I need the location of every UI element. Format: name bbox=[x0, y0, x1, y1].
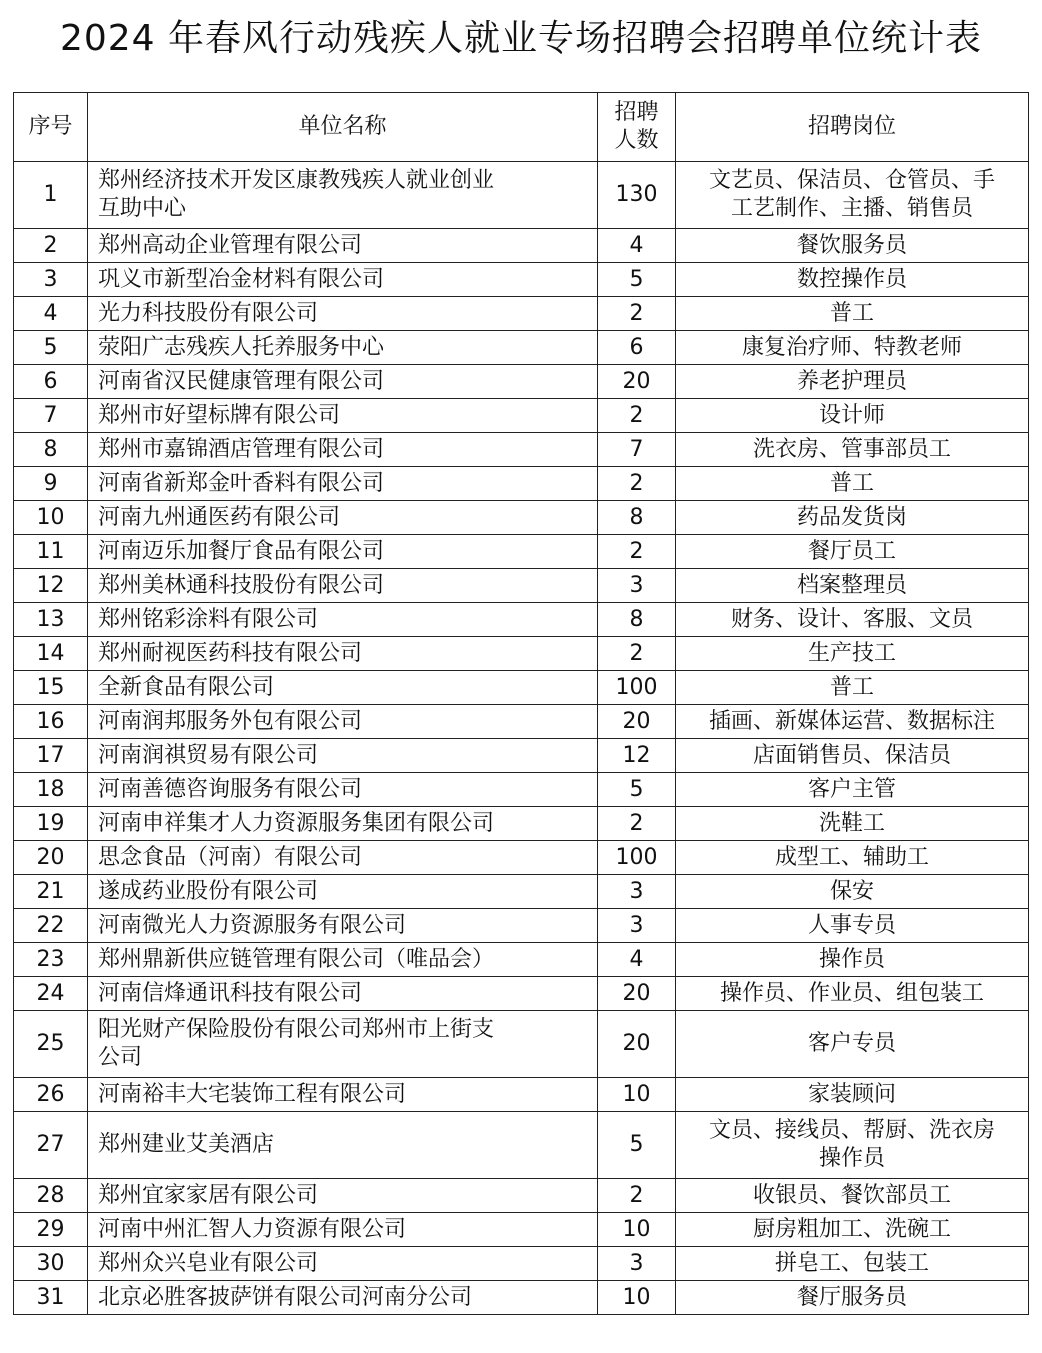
cell-unit-line2: 公司 bbox=[98, 1045, 143, 1070]
cell-positions bbox=[676, 807, 1029, 841]
cell-positions bbox=[676, 739, 1029, 773]
cell-positions-line1: 插画、新媒体运营、数据标注 bbox=[708, 708, 995, 734]
cell-count-line1: 2 bbox=[629, 470, 644, 496]
cell-count bbox=[598, 739, 676, 773]
cell-no bbox=[14, 365, 88, 399]
table-row bbox=[14, 535, 1029, 569]
cell-unit-line1: 光力科技股份有限公司 bbox=[98, 300, 319, 326]
cell-no bbox=[14, 331, 88, 365]
table-row bbox=[14, 739, 1029, 773]
cell-unit bbox=[88, 1247, 598, 1281]
cell-no bbox=[14, 705, 88, 739]
cell-unit-line1: 郑州市嘉锦酒店管理有限公司 bbox=[98, 436, 385, 462]
cell-unit-line1: 思念食品（河南）有限公司 bbox=[98, 844, 363, 870]
cell-no bbox=[14, 909, 88, 943]
cell-no-line1: 7 bbox=[43, 402, 58, 428]
cell-no-line1: 26 bbox=[36, 1081, 65, 1107]
cell-positions bbox=[676, 433, 1029, 467]
cell-positions-line1: 操作员 bbox=[818, 946, 885, 972]
cell-positions bbox=[676, 773, 1029, 807]
table-row bbox=[14, 637, 1029, 671]
cell-no bbox=[14, 807, 88, 841]
cell-no-line1: 24 bbox=[36, 980, 65, 1006]
cell-no-line1: 30 bbox=[36, 1250, 65, 1276]
cell-no bbox=[14, 263, 88, 297]
cell-unit-line1: 河南信烽通讯科技有限公司 bbox=[98, 980, 363, 1006]
table-row bbox=[14, 229, 1029, 263]
cell-unit-line1: 河南中州汇智人力资源有限公司 bbox=[98, 1216, 407, 1242]
cell-positions bbox=[676, 671, 1029, 705]
cell-count-line1: 100 bbox=[615, 674, 658, 700]
table-row bbox=[14, 1281, 1029, 1315]
cell-positions-line2: 操作员 bbox=[818, 1146, 885, 1171]
cell-unit bbox=[88, 569, 598, 603]
cell-unit bbox=[88, 909, 598, 943]
table-row bbox=[14, 1078, 1029, 1112]
cell-positions-line1: 餐厅员工 bbox=[807, 538, 896, 564]
cell-positions-line1: 文员、接线员、帮厨、洗衣房 bbox=[708, 1118, 995, 1143]
cell-count bbox=[598, 671, 676, 705]
cell-no bbox=[14, 1078, 88, 1112]
cell-unit bbox=[88, 535, 598, 569]
cell-count-line1: 10 bbox=[622, 1216, 651, 1242]
cell-unit bbox=[88, 603, 598, 637]
cell-unit bbox=[88, 705, 598, 739]
cell-no-line1: 19 bbox=[36, 810, 65, 836]
cell-positions-line1: 普工 bbox=[829, 470, 874, 496]
table-row bbox=[14, 603, 1029, 637]
cell-no-line1: 8 bbox=[43, 436, 58, 462]
cell-count bbox=[598, 1112, 676, 1179]
cell-no-line1: 5 bbox=[43, 334, 58, 360]
cell-positions-line1: 店面销售员、保洁员 bbox=[752, 742, 951, 768]
cell-positions-line1: 拼皂工、包装工 bbox=[774, 1250, 929, 1276]
cell-unit-line1: 河南润祺贸易有限公司 bbox=[98, 742, 319, 768]
header-count-line1: 招聘 bbox=[614, 100, 659, 125]
page-title: 2024 年春风行动残疾人就业专场招聘会招聘单位统计表 bbox=[59, 18, 983, 59]
cell-count-line1: 12 bbox=[622, 742, 651, 768]
cell-count bbox=[598, 1247, 676, 1281]
cell-unit-line1: 郑州众兴皂业有限公司 bbox=[98, 1250, 319, 1276]
cell-no bbox=[14, 501, 88, 535]
cell-unit-line1: 河南裕丰大宅装饰工程有限公司 bbox=[98, 1081, 407, 1107]
cell-no bbox=[14, 569, 88, 603]
cell-positions-line1: 养老护理员 bbox=[796, 368, 907, 394]
cell-unit bbox=[88, 501, 598, 535]
cell-positions bbox=[676, 162, 1029, 229]
cell-no-line1: 16 bbox=[36, 708, 65, 734]
cell-unit-line1: 河南迈乐加餐厅食品有限公司 bbox=[98, 538, 385, 564]
cell-positions-line1: 普工 bbox=[829, 674, 874, 700]
cell-no bbox=[14, 943, 88, 977]
table-body bbox=[14, 162, 1029, 1315]
cell-count-line1: 8 bbox=[629, 606, 644, 632]
cell-no bbox=[14, 1112, 88, 1179]
cell-count-line1: 5 bbox=[629, 266, 644, 292]
cell-unit bbox=[88, 1213, 598, 1247]
cell-no bbox=[14, 671, 88, 705]
cell-unit bbox=[88, 739, 598, 773]
cell-unit bbox=[88, 1179, 598, 1213]
cell-positions bbox=[676, 535, 1029, 569]
cell-count-line1: 6 bbox=[629, 334, 644, 360]
cell-unit-line1: 河南申祥集才人力资源服务集团有限公司 bbox=[98, 810, 495, 836]
cell-no-line1: 10 bbox=[36, 504, 65, 530]
cell-no bbox=[14, 739, 88, 773]
cell-unit bbox=[88, 875, 598, 909]
cell-no bbox=[14, 1247, 88, 1281]
cell-positions bbox=[676, 841, 1029, 875]
cell-positions-line1: 文艺员、保洁员、仓管员、手 bbox=[708, 168, 995, 193]
cell-count bbox=[598, 1213, 676, 1247]
cell-unit bbox=[88, 433, 598, 467]
cell-count bbox=[598, 162, 676, 229]
cell-positions bbox=[676, 943, 1029, 977]
cell-unit-line1: 河南省汉民健康管理有限公司 bbox=[98, 368, 385, 394]
cell-no-line1: 31 bbox=[36, 1284, 65, 1310]
cell-unit-line1: 河南九州通医药有限公司 bbox=[98, 504, 341, 530]
cell-unit bbox=[88, 671, 598, 705]
header-count-line2: 人数 bbox=[614, 128, 659, 153]
table-row bbox=[14, 467, 1029, 501]
table-row bbox=[14, 331, 1029, 365]
cell-no-line1: 11 bbox=[36, 538, 65, 564]
cell-unit-line1: 全新食品有限公司 bbox=[98, 674, 275, 700]
cell-no-line1: 4 bbox=[43, 300, 58, 326]
cell-count bbox=[598, 501, 676, 535]
cell-unit bbox=[88, 162, 598, 229]
cell-unit bbox=[88, 331, 598, 365]
cell-unit-line1: 郑州建业艾美酒店 bbox=[98, 1132, 275, 1157]
cell-no-line1: 1 bbox=[43, 182, 58, 207]
cell-count-line1: 2 bbox=[629, 1182, 644, 1208]
cell-unit-line1: 河南润邦服务外包有限公司 bbox=[98, 708, 363, 734]
cell-no bbox=[14, 637, 88, 671]
cell-no-line1: 20 bbox=[36, 844, 65, 870]
cell-count-line1: 20 bbox=[622, 980, 651, 1006]
cell-unit-line1: 郑州美林通科技股份有限公司 bbox=[98, 572, 385, 598]
cell-unit-line1: 河南省新郑金叶香料有限公司 bbox=[98, 470, 385, 496]
cell-count-line1: 2 bbox=[629, 538, 644, 564]
cell-unit-line1: 郑州市好望标牌有限公司 bbox=[98, 402, 341, 428]
cell-count-line1: 3 bbox=[629, 1250, 644, 1276]
cell-positions bbox=[676, 467, 1029, 501]
cell-no bbox=[14, 433, 88, 467]
cell-positions-line1: 保安 bbox=[829, 878, 874, 904]
table-row bbox=[14, 705, 1029, 739]
cell-count-line1: 4 bbox=[629, 946, 644, 972]
cell-positions-line1: 餐厅服务员 bbox=[796, 1284, 907, 1310]
cell-unit-line1: 巩义市新型冶金材料有限公司 bbox=[98, 266, 385, 292]
cell-count-line1: 20 bbox=[622, 708, 651, 734]
cell-no-line1: 13 bbox=[36, 606, 65, 632]
cell-unit bbox=[88, 1078, 598, 1112]
cell-count-line1: 3 bbox=[629, 572, 644, 598]
header-count bbox=[598, 93, 676, 162]
cell-unit bbox=[88, 943, 598, 977]
table-row bbox=[14, 943, 1029, 977]
cell-no bbox=[14, 399, 88, 433]
cell-unit-line1: 遂成药业股份有限公司 bbox=[98, 878, 319, 904]
cell-count bbox=[598, 977, 676, 1011]
table-row bbox=[14, 773, 1029, 807]
cell-no bbox=[14, 162, 88, 229]
cell-unit-line1: 荥阳广志残疾人托养服务中心 bbox=[98, 334, 385, 360]
cell-count-line1: 4 bbox=[629, 232, 644, 258]
cell-positions bbox=[676, 1213, 1029, 1247]
table-row bbox=[14, 1179, 1029, 1213]
cell-positions-line2: 工艺制作、主播、销售员 bbox=[730, 196, 973, 221]
table-row bbox=[14, 297, 1029, 331]
cell-positions bbox=[676, 399, 1029, 433]
cell-count-line1: 3 bbox=[629, 878, 644, 904]
table-row bbox=[14, 162, 1029, 229]
cell-positions bbox=[676, 263, 1029, 297]
cell-count-line1: 2 bbox=[629, 640, 644, 666]
cell-unit-line1: 郑州宜家家居有限公司 bbox=[98, 1182, 319, 1208]
cell-count bbox=[598, 331, 676, 365]
cell-positions-line1: 成型工、辅助工 bbox=[774, 844, 929, 870]
cell-count bbox=[598, 773, 676, 807]
cell-positions-line1: 普工 bbox=[829, 300, 874, 326]
header-no: 序号 bbox=[14, 93, 88, 162]
cell-no-line1: 14 bbox=[36, 640, 65, 666]
cell-no bbox=[14, 875, 88, 909]
cell-positions-line1: 人事专员 bbox=[807, 912, 896, 938]
cell-positions-line1: 客户主管 bbox=[807, 776, 896, 802]
cell-count-line1: 100 bbox=[615, 844, 658, 870]
cell-count bbox=[598, 637, 676, 671]
cell-positions bbox=[676, 1247, 1029, 1281]
cell-count-line1: 8 bbox=[629, 504, 644, 530]
cell-unit bbox=[88, 229, 598, 263]
cell-no bbox=[14, 841, 88, 875]
cell-no-line1: 21 bbox=[36, 878, 65, 904]
cell-positions bbox=[676, 603, 1029, 637]
cell-positions-line1: 财务、设计、客服、文员 bbox=[730, 606, 973, 632]
cell-count-line1: 20 bbox=[622, 1031, 651, 1056]
cell-unit-line1: 北京必胜客披萨饼有限公司河南分公司 bbox=[98, 1284, 473, 1310]
cell-positions-line1: 生产技工 bbox=[807, 640, 896, 666]
cell-count bbox=[598, 297, 676, 331]
cell-count-line1: 2 bbox=[629, 810, 644, 836]
cell-count bbox=[598, 433, 676, 467]
cell-count bbox=[598, 467, 676, 501]
cell-count bbox=[598, 569, 676, 603]
cell-no bbox=[14, 229, 88, 263]
cell-count-line1: 10 bbox=[622, 1081, 651, 1107]
header-row bbox=[14, 93, 1029, 162]
cell-positions-line1: 客户专员 bbox=[807, 1031, 896, 1056]
cell-unit bbox=[88, 1281, 598, 1315]
cell-count bbox=[598, 909, 676, 943]
cell-no-line1: 15 bbox=[36, 674, 65, 700]
cell-no bbox=[14, 1011, 88, 1078]
table-row bbox=[14, 807, 1029, 841]
cell-positions-line1: 康复治疗师、特教老师 bbox=[741, 334, 962, 360]
cell-positions bbox=[676, 1011, 1029, 1078]
cell-positions-line1: 洗鞋工 bbox=[818, 810, 885, 836]
cell-no-line1: 25 bbox=[36, 1031, 65, 1056]
cell-positions-line1: 家装顾问 bbox=[807, 1081, 896, 1107]
cell-no bbox=[14, 1213, 88, 1247]
cell-count bbox=[598, 943, 676, 977]
table-row bbox=[14, 909, 1029, 943]
cell-count bbox=[598, 535, 676, 569]
cell-no-line1: 3 bbox=[43, 266, 58, 292]
cell-no-line1: 17 bbox=[36, 742, 65, 768]
cell-positions-line1: 药品发货岗 bbox=[796, 504, 907, 530]
cell-positions bbox=[676, 569, 1029, 603]
cell-count-line1: 3 bbox=[629, 912, 644, 938]
recruitment-table bbox=[13, 92, 1029, 1315]
cell-count bbox=[598, 603, 676, 637]
cell-positions bbox=[676, 1281, 1029, 1315]
cell-unit-line1: 河南微光人力资源服务有限公司 bbox=[98, 912, 407, 938]
cell-unit-line1: 郑州耐视医药科技有限公司 bbox=[98, 640, 363, 666]
cell-positions-line1: 洗衣房、管事部员工 bbox=[752, 436, 951, 462]
cell-unit bbox=[88, 637, 598, 671]
cell-positions bbox=[676, 331, 1029, 365]
header-unit: 单位名称 bbox=[88, 93, 598, 162]
table-row bbox=[14, 977, 1029, 1011]
table-row bbox=[14, 501, 1029, 535]
cell-positions-line1: 操作员、作业员、组包装工 bbox=[719, 980, 984, 1006]
cell-count bbox=[598, 1011, 676, 1078]
cell-no-line1: 6 bbox=[43, 368, 58, 394]
cell-no-line1: 12 bbox=[36, 572, 65, 598]
cell-no-line1: 18 bbox=[36, 776, 65, 802]
cell-positions bbox=[676, 297, 1029, 331]
cell-count-line1: 10 bbox=[622, 1284, 651, 1310]
cell-unit bbox=[88, 1112, 598, 1179]
cell-count bbox=[598, 807, 676, 841]
cell-positions bbox=[676, 501, 1029, 535]
cell-count-line1: 2 bbox=[629, 300, 644, 326]
cell-count bbox=[598, 1281, 676, 1315]
cell-positions-line1: 餐饮服务员 bbox=[796, 232, 907, 258]
cell-positions bbox=[676, 1179, 1029, 1213]
cell-no-line1: 27 bbox=[36, 1132, 65, 1157]
cell-unit bbox=[88, 399, 598, 433]
cell-no-line1: 29 bbox=[36, 1216, 65, 1242]
cell-no bbox=[14, 977, 88, 1011]
cell-positions-line1: 厨房粗加工、洗碗工 bbox=[752, 1216, 951, 1242]
table-row bbox=[14, 1011, 1029, 1078]
cell-unit bbox=[88, 297, 598, 331]
cell-count-line1: 5 bbox=[629, 1132, 644, 1157]
cell-no bbox=[14, 603, 88, 637]
cell-no-line1: 9 bbox=[43, 470, 58, 496]
cell-positions bbox=[676, 1078, 1029, 1112]
cell-unit-line1: 郑州鼎新供应链管理有限公司（唯品会） bbox=[98, 946, 495, 972]
cell-positions bbox=[676, 705, 1029, 739]
table-row bbox=[14, 841, 1029, 875]
cell-no-line1: 22 bbox=[36, 912, 65, 938]
cell-count bbox=[598, 1078, 676, 1112]
cell-unit bbox=[88, 467, 598, 501]
table-row bbox=[14, 365, 1029, 399]
cell-unit bbox=[88, 773, 598, 807]
cell-no bbox=[14, 297, 88, 331]
table-row bbox=[14, 671, 1029, 705]
cell-positions bbox=[676, 909, 1029, 943]
cell-unit-line1: 阳光财产保险股份有限公司郑州市上街支 bbox=[98, 1017, 495, 1042]
cell-count-line1: 5 bbox=[629, 776, 644, 802]
cell-no bbox=[14, 1179, 88, 1213]
cell-no bbox=[14, 535, 88, 569]
table-row bbox=[14, 1247, 1029, 1281]
cell-count bbox=[598, 229, 676, 263]
cell-count bbox=[598, 263, 676, 297]
cell-no-line1: 23 bbox=[36, 946, 65, 972]
cell-unit-line1: 郑州经济技术开发区康教残疾人就业创业 bbox=[98, 168, 495, 193]
cell-positions bbox=[676, 229, 1029, 263]
cell-positions-line1: 数控操作员 bbox=[796, 266, 907, 292]
cell-unit-line2: 互助中心 bbox=[98, 196, 187, 221]
table-row bbox=[14, 433, 1029, 467]
cell-unit-line1: 河南善德咨询服务有限公司 bbox=[98, 776, 363, 802]
cell-no bbox=[14, 467, 88, 501]
table-row bbox=[14, 569, 1029, 603]
cell-positions-line1: 设计师 bbox=[818, 402, 885, 428]
cell-positions bbox=[676, 977, 1029, 1011]
table-row bbox=[14, 1213, 1029, 1247]
header-positions: 招聘岗位 bbox=[676, 93, 1029, 162]
table-row bbox=[14, 1112, 1029, 1179]
cell-no-line1: 28 bbox=[36, 1182, 65, 1208]
cell-positions bbox=[676, 637, 1029, 671]
cell-count-line1: 130 bbox=[615, 182, 658, 207]
cell-positions-line1: 收银员、餐饮部员工 bbox=[752, 1182, 951, 1208]
cell-count bbox=[598, 365, 676, 399]
table-row bbox=[14, 875, 1029, 909]
cell-positions bbox=[676, 1112, 1029, 1179]
cell-count-line1: 20 bbox=[622, 368, 651, 394]
cell-count bbox=[598, 399, 676, 433]
cell-unit-line1: 郑州高动企业管理有限公司 bbox=[98, 232, 363, 258]
cell-unit bbox=[88, 977, 598, 1011]
cell-no bbox=[14, 1281, 88, 1315]
table-row bbox=[14, 399, 1029, 433]
cell-count bbox=[598, 875, 676, 909]
cell-no-line1: 2 bbox=[43, 232, 58, 258]
cell-unit bbox=[88, 365, 598, 399]
cell-count bbox=[598, 1179, 676, 1213]
cell-positions-line1: 档案整理员 bbox=[796, 572, 907, 598]
cell-no bbox=[14, 773, 88, 807]
table-row bbox=[14, 263, 1029, 297]
cell-unit bbox=[88, 807, 598, 841]
cell-unit bbox=[88, 841, 598, 875]
cell-count-line1: 2 bbox=[629, 402, 644, 428]
cell-positions bbox=[676, 875, 1029, 909]
cell-positions bbox=[676, 365, 1029, 399]
cell-unit bbox=[88, 1011, 598, 1078]
cell-unit-line1: 郑州铭彩涂料有限公司 bbox=[98, 606, 319, 632]
cell-count bbox=[598, 705, 676, 739]
cell-count-line1: 7 bbox=[629, 436, 644, 462]
cell-count bbox=[598, 841, 676, 875]
cell-unit bbox=[88, 263, 598, 297]
